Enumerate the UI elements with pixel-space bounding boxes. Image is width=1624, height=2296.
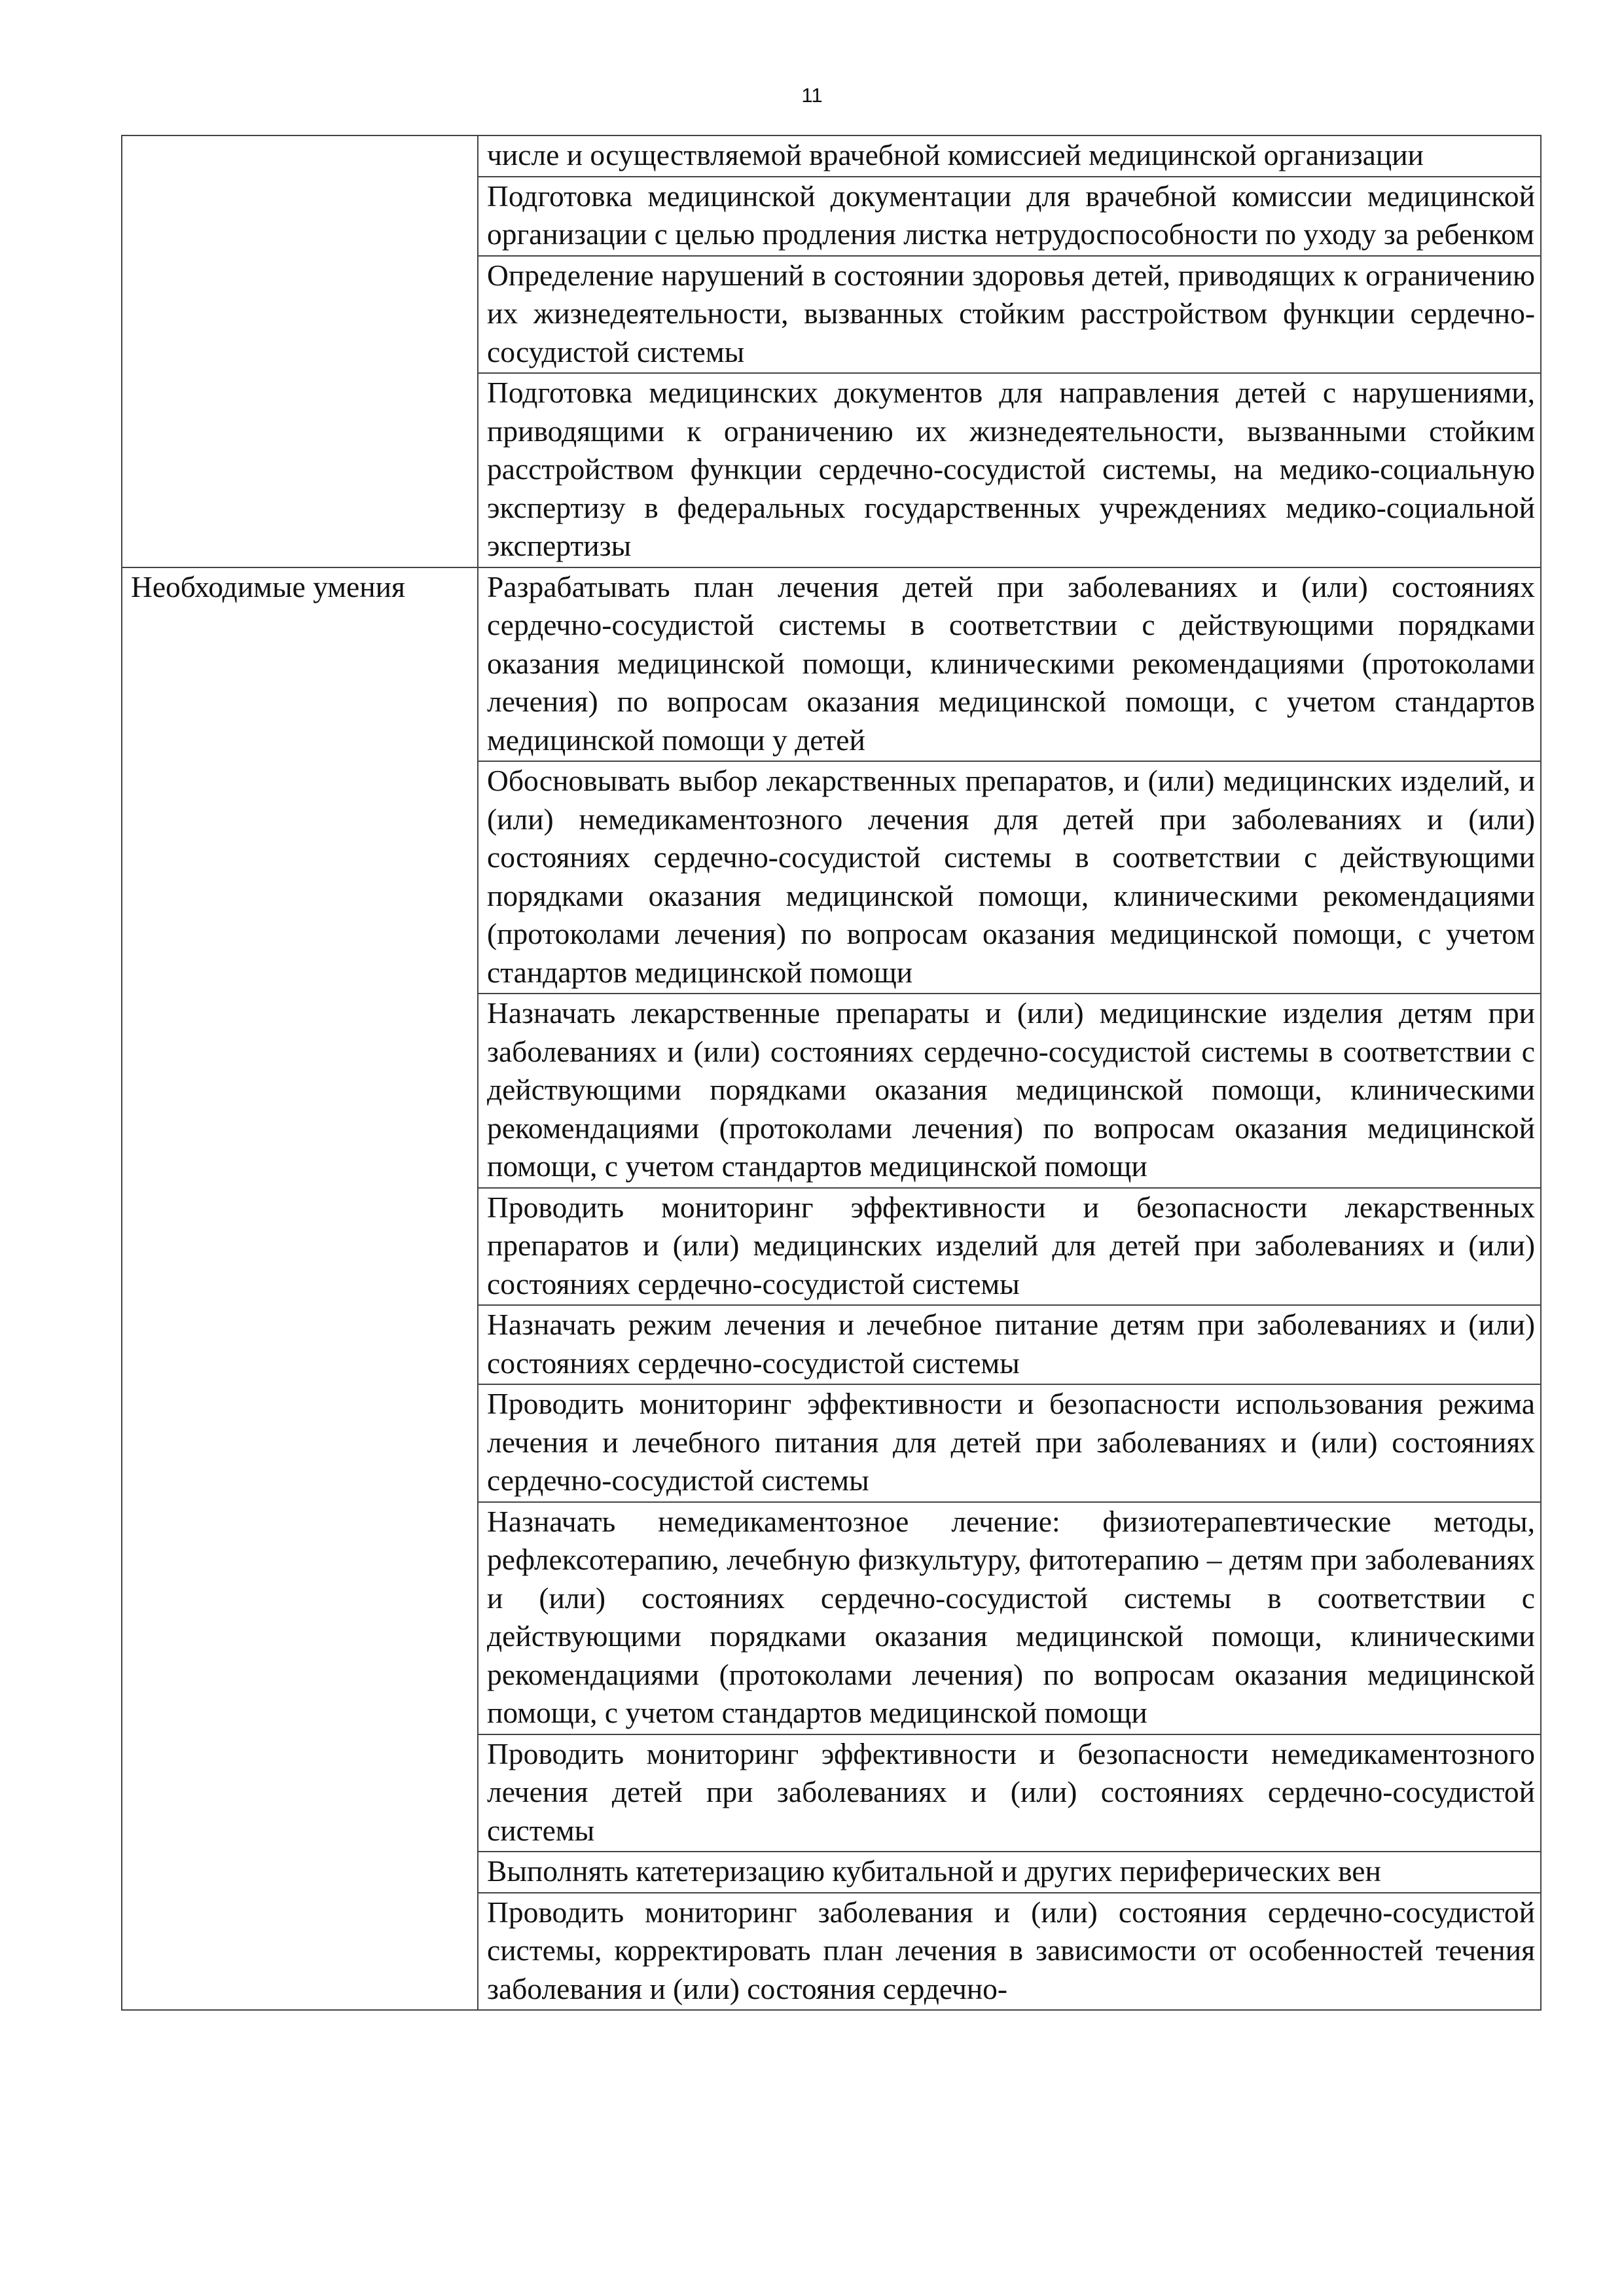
- cell-text: Подготовка медицинских документов для направления детей с нарушениями, приводящими к ограничению их жизнедеятельности, вызванными стойким расстройством функции сердечно-сосудистой системы, на медико-социальную экспертизу в федеральных государственных учреждениях медико-социальной экспертизы: [487, 376, 1535, 562]
- cell-text: Назначать лекарственные препараты и (или) медицинские изделия детям при заболеваниях и (или) состояниях сердечно-сосудистой системы в соответствии с действующими порядками оказания медицинской помощи, клиническими рекомендациями (протоколами лечения) по вопросам оказания медицинской помощи, с учетом стандартов медицинской помощи: [487, 996, 1535, 1183]
- table-cell: [478, 1502, 1541, 1734]
- cell-text: Проводить мониторинг заболевания и (или) состояния сердечно-сосудистой системы, корректировать план лечения в зависимости от особенностей течения заболевания и (или) состояния сердечно-: [487, 1895, 1535, 2005]
- table-cell: [478, 994, 1541, 1188]
- table-cell: [478, 1893, 1541, 2011]
- table-cell: [478, 135, 1541, 177]
- cell-text: Разрабатывать план лечения детей при заболеваниях и (или) состояниях сердечно-сосудистой системы в соответствии с действующими порядками оказания медицинской помощи, клиническими рекомендациями (протоколами лечения) по вопросам оказания медицинской помощи, с учетом стандартов медицинской помощи у детей: [487, 569, 1535, 757]
- table-cell: [478, 1852, 1541, 1893]
- section-label: Необходимые умения: [131, 569, 405, 603]
- label-cell-empty: [122, 135, 478, 567]
- table-cell: [478, 177, 1541, 256]
- cell-text: Обосновывать выбор лекарственных препаратов, и (или) медицинских изделий, и (или) немедикаментозного лечения для детей при заболеваниях и (или) состояниях сердечно-сосудистой системы в соответствии с действующими порядками оказания медицинской помощи, клиническими рекомендациями (протоколами лечения) по вопросам оказания медицинской помощи, с учетом стандартов медицинской помощи: [487, 764, 1535, 989]
- table-cell: [478, 1734, 1541, 1852]
- table-cell: [478, 1384, 1541, 1502]
- competency-table: [121, 135, 1542, 2011]
- cell-text: Проводить мониторинг эффективности и безопасности использования режима лечения и лечебного питания для детей при заболеваниях и (или) состояниях сердечно-сосудистой системы: [487, 1387, 1535, 1497]
- cell-text: Проводить мониторинг эффективности и безопасности лекарственных препаратов и (или) медицинских изделий для детей при заболеваниях и (или) состояниях сердечно-сосудистой системы: [487, 1190, 1535, 1300]
- table-cell: [478, 1305, 1541, 1384]
- table-cell: [478, 256, 1541, 374]
- cell-text: Подготовка медицинской документации для врачебной комиссии медицинской организации с целью продления листка нетрудоспособности по уходу за ребенком: [487, 179, 1535, 251]
- cell-text: Определение нарушений в состоянии здоровья детей, приводящих к ограничению их жизнедеятельности, вызванных стойким расстройством функции сердечно-сосудистой системы: [487, 258, 1535, 368]
- cell-text: Назначать режим лечения и лечебное питание детям при заболеваниях и (или) состояниях сердечно-сосудистой системы: [487, 1308, 1535, 1380]
- table-cell: [478, 373, 1541, 567]
- cell-text: числе и осуществляемой врачебной комиссией медицинской организации: [487, 138, 1424, 171]
- table-row: [122, 135, 1541, 177]
- cell-text: Назначать немедикаментозное лечение: физиотерапевтические методы, рефлексотерапию, лечебную физкультуру, фитотерапию – детям при заболеваниях и (или) состояниях сердечно-сосудистой системы в соответствии с действующими порядками оказания медицинской помощи, клиническими рекомендациями (протоколами лечения) по вопросам оказания медицинской помощи, с учетом стандартов медицинской помощи: [487, 1504, 1535, 1729]
- cell-text: Выполнять катетеризацию кубитальной и других периферических вен: [487, 1854, 1381, 1888]
- table-cell: [478, 567, 1541, 762]
- label-cell-skills: [122, 567, 478, 2011]
- table-cell: [478, 1188, 1541, 1306]
- cell-text: Проводить мониторинг эффективности и безопасности немедикаментозного лечения детей при заболеваниях и (или) состояниях сердечно-сосудистой системы: [487, 1736, 1535, 1847]
- table-cell: [478, 761, 1541, 994]
- page-number: 11: [801, 84, 823, 107]
- table-row: [122, 567, 1541, 762]
